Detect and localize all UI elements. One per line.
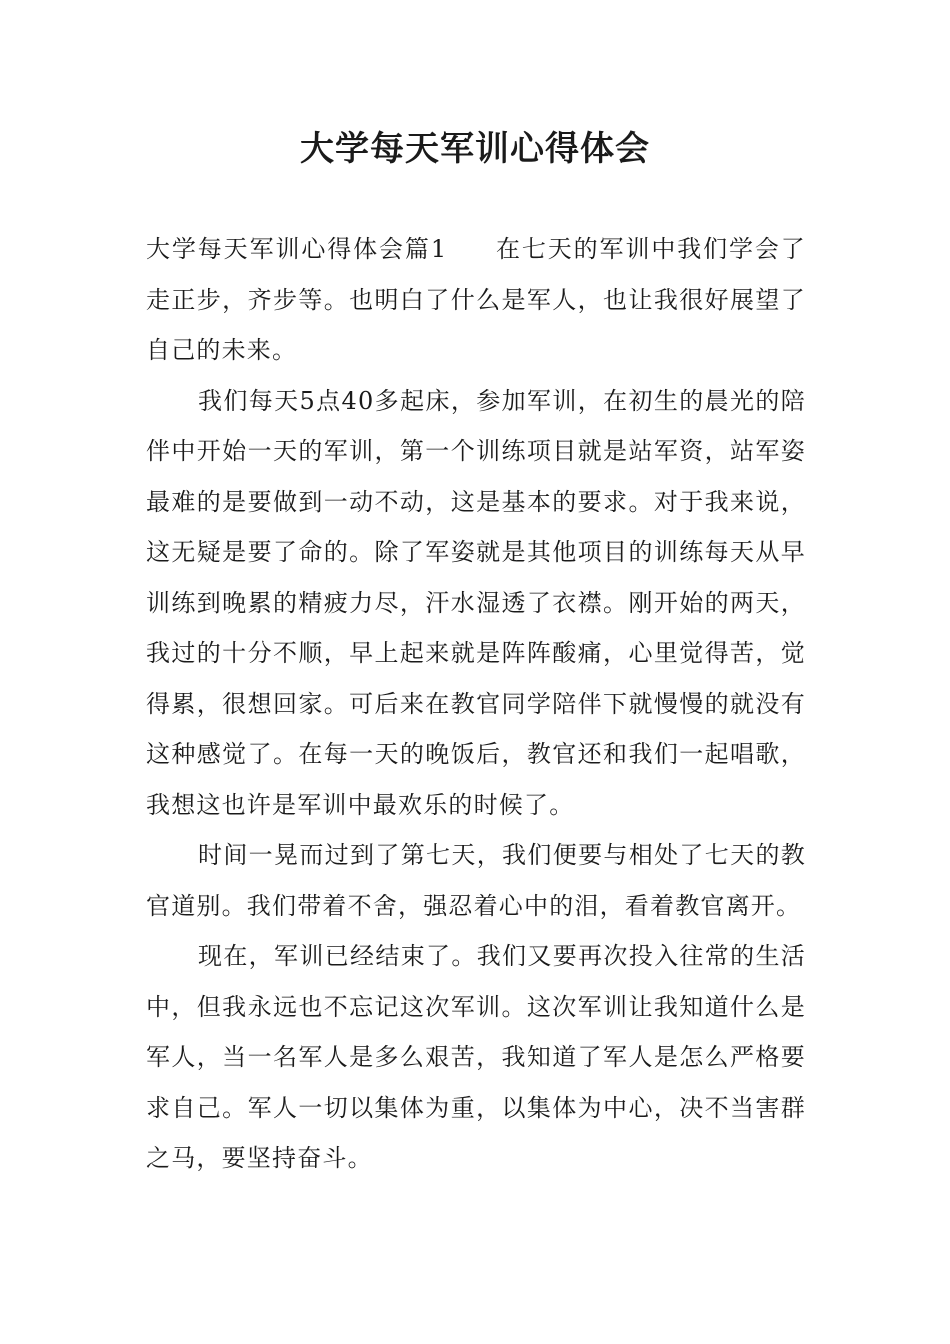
section-heading: 大学每天军训心得体会篇1 (146, 235, 448, 263)
paragraph-4: 现在，军训已经结束了。我们又要再次投入往常的生活中，但我永远也不忘记这次军训。这次军训让我知道什么是军人，当一名军人是多么艰苦，我知道了军人是怎么严格要求自己。军人一切以集体为重，以集体为中心，决不当害群之马，要坚持奋斗。 (146, 942, 806, 1172)
paragraph-2: 我们每天5点40多起床，参加军训，在初生的晨光的陪伴中开始一天的军训，第一个训练项目就是站军资，站军姿最难的是要做到一动不动，这是基本的要求。对于我来说，这无疑是要了命的。除了军姿就是其他项目的训练每天从早训练到晚累的精疲力尽，汗水湿透了衣襟。刚开始的两天，我过的十分不顺，早上起来就是阵阵酸痛，心里觉得苦，觉得累，很想回家。可后来在教官同学陪伴下就慢慢的就没有这种感觉了。在每一天的晚饭后，教官还和我们一起唱歌，我想这也许是军训中最欢乐的时候了。 (146, 386, 806, 819)
document-title: 大学每天军训心得体会 (300, 129, 650, 169)
document-body (146, 224, 806, 1184)
paragraph-1 (146, 224, 806, 376)
paragraph-3: 时间一晃而过到了第七天，我们便要与相处了七天的教官道别。我们带着不舍，强忍着心中的泪，看着教官离开。 (146, 841, 806, 920)
paragraph-1-text: 在七天的军训中我们学会了走正步，齐步等。也明白了什么是军人，也让我很好展望了自己的未来。 (146, 235, 807, 364)
